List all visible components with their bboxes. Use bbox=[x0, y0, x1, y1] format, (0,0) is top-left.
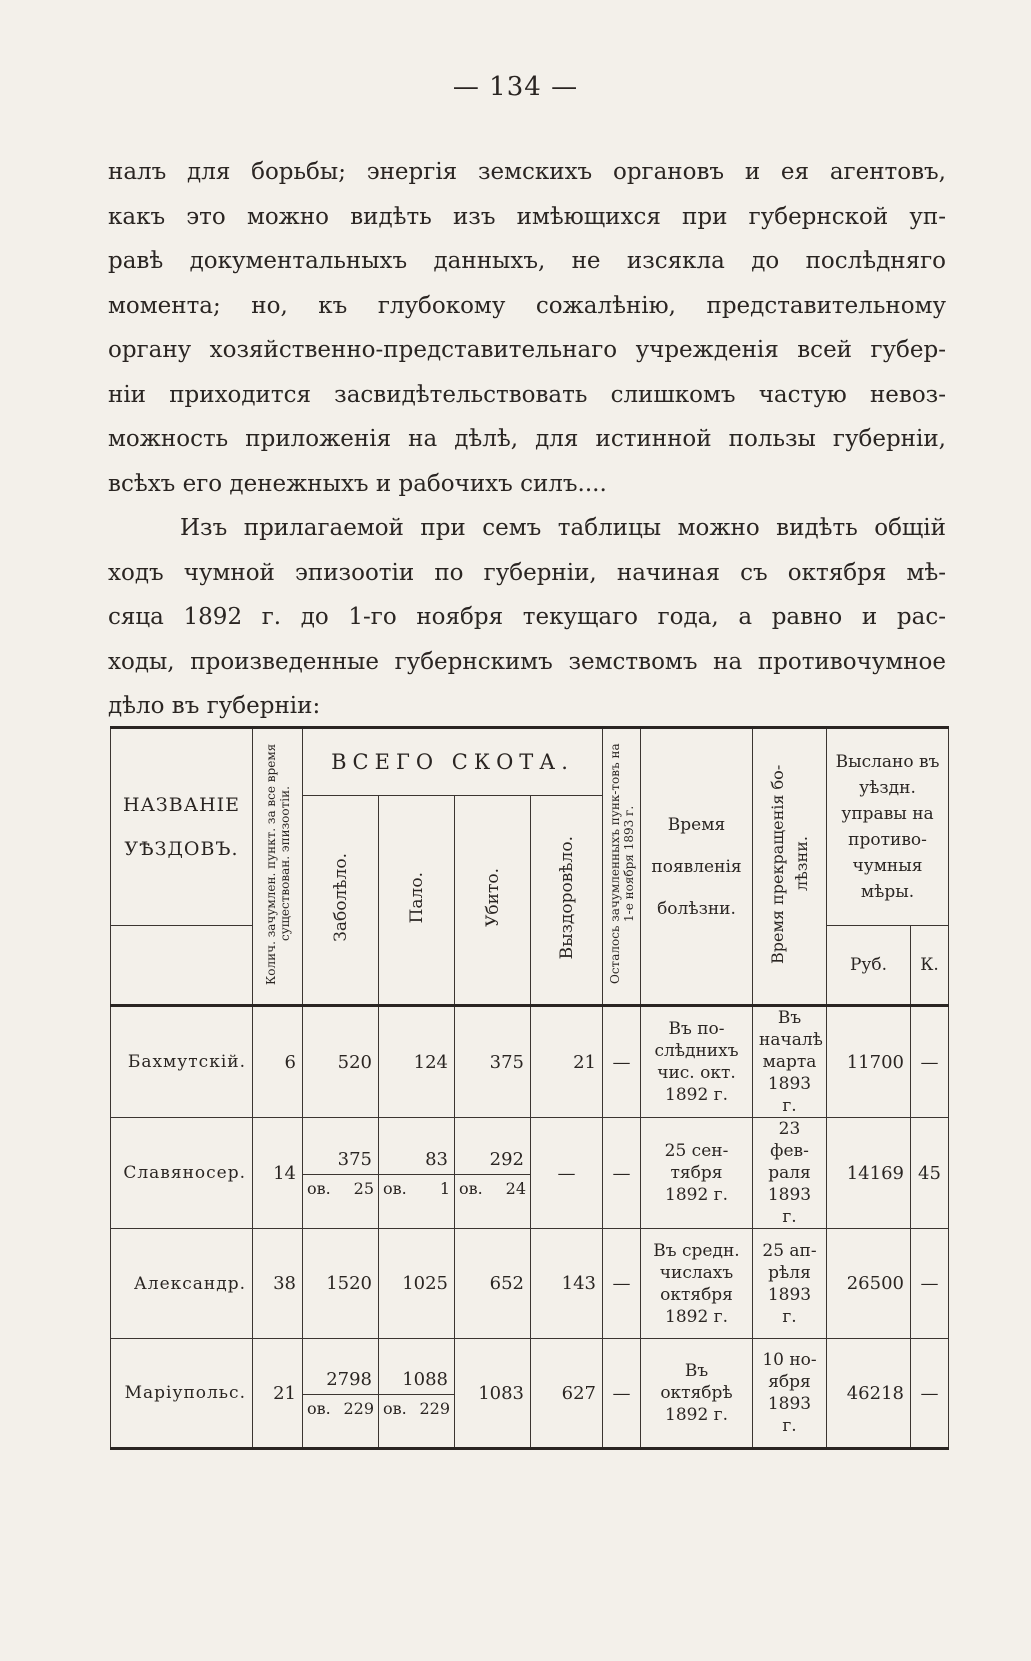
header-cessation: Время прекращенія бо-лѣзни. bbox=[753, 728, 827, 1006]
dead-cell: 1088 ов. 229 bbox=[379, 1339, 455, 1449]
district-name: Александр. bbox=[111, 1229, 253, 1339]
kop-cell: — bbox=[911, 1006, 949, 1118]
header-count-points: Колич. зачумлен. пункт. за все время существован. эпизоотіи. bbox=[253, 728, 303, 1006]
recovered-cell: 143 bbox=[531, 1229, 603, 1339]
cessation-cell: 25 ап-рѣля 1893 г. bbox=[753, 1229, 827, 1339]
count-cell: 21 bbox=[253, 1339, 303, 1449]
dead-cell: 124 bbox=[379, 1006, 455, 1118]
appearance-cell: Въ октябрѣ 1892 г. bbox=[641, 1339, 753, 1449]
header-sick: Заболѣло. bbox=[303, 796, 379, 1006]
header-name: НАЗВАНІЕ УѢЗДОВЪ. bbox=[111, 728, 253, 926]
rub-cell: 46218 bbox=[827, 1339, 911, 1449]
rub-cell: 14169 bbox=[827, 1118, 911, 1229]
count-cell: 38 bbox=[253, 1229, 303, 1339]
header-name-spacer bbox=[111, 926, 253, 1006]
cessation-cell: 23 фев-раля 1893 г. bbox=[753, 1118, 827, 1229]
text-line: какъ это можно видѣть изъ имѣющихся при губернской уп- bbox=[108, 203, 946, 230]
appearance-cell: Въ средн. числахъ октября 1892 г. bbox=[641, 1229, 753, 1339]
rub-cell: 11700 bbox=[827, 1006, 911, 1118]
header-total-cattle: ВСЕГО СКОТА. bbox=[303, 728, 603, 796]
kop-cell: — bbox=[911, 1339, 949, 1449]
body-text bbox=[108, 150, 946, 729]
text-line: ходы, произведенные губернскимъ земствомъ на противочумное bbox=[108, 648, 946, 675]
killed-cell: 292 ов. 24 bbox=[455, 1118, 531, 1229]
text-line: Изъ прилагаемой при семъ таблицы можно видѣть общій bbox=[180, 515, 946, 541]
sick-cell: 1520 bbox=[303, 1229, 379, 1339]
cessation-cell: 10 но-ября 1893 г. bbox=[753, 1339, 827, 1449]
text-line: всѣхъ его денежныхъ и рабочихъ силъ.... bbox=[108, 470, 607, 497]
text-line: сяца 1892 г. до 1-го ноября текущаго года, а равно и рас- bbox=[108, 604, 946, 630]
recovered-cell: 21 bbox=[531, 1006, 603, 1118]
table-row bbox=[111, 1229, 949, 1339]
statistics-table bbox=[110, 726, 949, 1450]
dead-cell: 1025 bbox=[379, 1229, 455, 1339]
killed-cell: 375 bbox=[455, 1006, 531, 1118]
remaining-cell: — bbox=[603, 1006, 641, 1118]
header-remaining-points: Осталось зачумленныхъ пунк-товъ на 1-е ноября 1893 г. bbox=[603, 728, 641, 1006]
table-row bbox=[111, 1006, 949, 1118]
kop-cell: — bbox=[911, 1229, 949, 1339]
count-cell: 6 bbox=[253, 1006, 303, 1118]
paragraph-1 bbox=[108, 150, 946, 506]
recovered-cell: 627 bbox=[531, 1339, 603, 1449]
appearance-cell: Въ по-слѣднихъ чис. окт. 1892 г. bbox=[641, 1006, 753, 1118]
text-line: равѣ документальныхъ данныхъ, не изсякла до послѣдняго bbox=[108, 248, 946, 274]
header-sent: Выслано въ уѣздн. управы на противо-чумныя мѣры. bbox=[827, 728, 949, 926]
header-kop: К. bbox=[911, 926, 949, 1006]
text-line: ходъ чумной эпизоотіи по губерніи, начиная съ октября мѣ- bbox=[108, 559, 946, 586]
remaining-cell: — bbox=[603, 1118, 641, 1229]
text-line: дѣло въ губерніи: bbox=[108, 693, 321, 719]
district-name: Славяносер. bbox=[111, 1118, 253, 1229]
district-name: Бахмутскій. bbox=[111, 1006, 253, 1118]
page-number: — 134 — bbox=[452, 72, 579, 102]
count-cell: 14 bbox=[253, 1118, 303, 1229]
remaining-cell: — bbox=[603, 1339, 641, 1449]
killed-cell: 1083 bbox=[455, 1339, 531, 1449]
sick-cell: 375 ов. 25 bbox=[303, 1118, 379, 1229]
text-line: ніи приходится засвидѣтельствовать слишкомъ частую невоз- bbox=[108, 381, 946, 408]
text-line: момента; но, къ глубокому сожалѣнію, представительному bbox=[108, 292, 946, 319]
appearance-cell: 25 сен-тября 1892 г. bbox=[641, 1118, 753, 1229]
header-killed: Убито. bbox=[455, 796, 531, 1006]
kop-cell: 45 bbox=[911, 1118, 949, 1229]
recovered-cell: — bbox=[531, 1118, 603, 1229]
sick-cell: 2798 ов. 229 bbox=[303, 1339, 379, 1449]
district-name: Маріупольс. bbox=[111, 1339, 253, 1449]
table-row bbox=[111, 1339, 949, 1449]
text-line: можность приложенія на дѣлѣ, для истинной пользы губерніи, bbox=[108, 426, 946, 452]
paragraph-2 bbox=[108, 506, 946, 729]
rub-cell: 26500 bbox=[827, 1229, 911, 1339]
remaining-cell: — bbox=[603, 1229, 641, 1339]
header-appearance: Время появленія болѣзни. bbox=[641, 728, 753, 1006]
header-recovered: Выздоровѣло. bbox=[531, 796, 603, 1006]
text-line: органу хозяйственно-представительнаго учрежденія всей губер- bbox=[108, 337, 946, 363]
header-rub: Руб. bbox=[827, 926, 911, 1006]
text-line: налъ для борьбы; энергія земскихъ органовъ и ея агентовъ, bbox=[108, 159, 946, 185]
table-row bbox=[111, 1118, 949, 1229]
header-dead: Пало. bbox=[379, 796, 455, 1006]
sick-cell: 520 bbox=[303, 1006, 379, 1118]
statistics-table-wrap bbox=[110, 726, 948, 1466]
cessation-cell: Въ началѣ марта 1893 г. bbox=[753, 1006, 827, 1118]
killed-cell: 652 bbox=[455, 1229, 531, 1339]
dead-cell: 83 ов. 1 bbox=[379, 1118, 455, 1229]
